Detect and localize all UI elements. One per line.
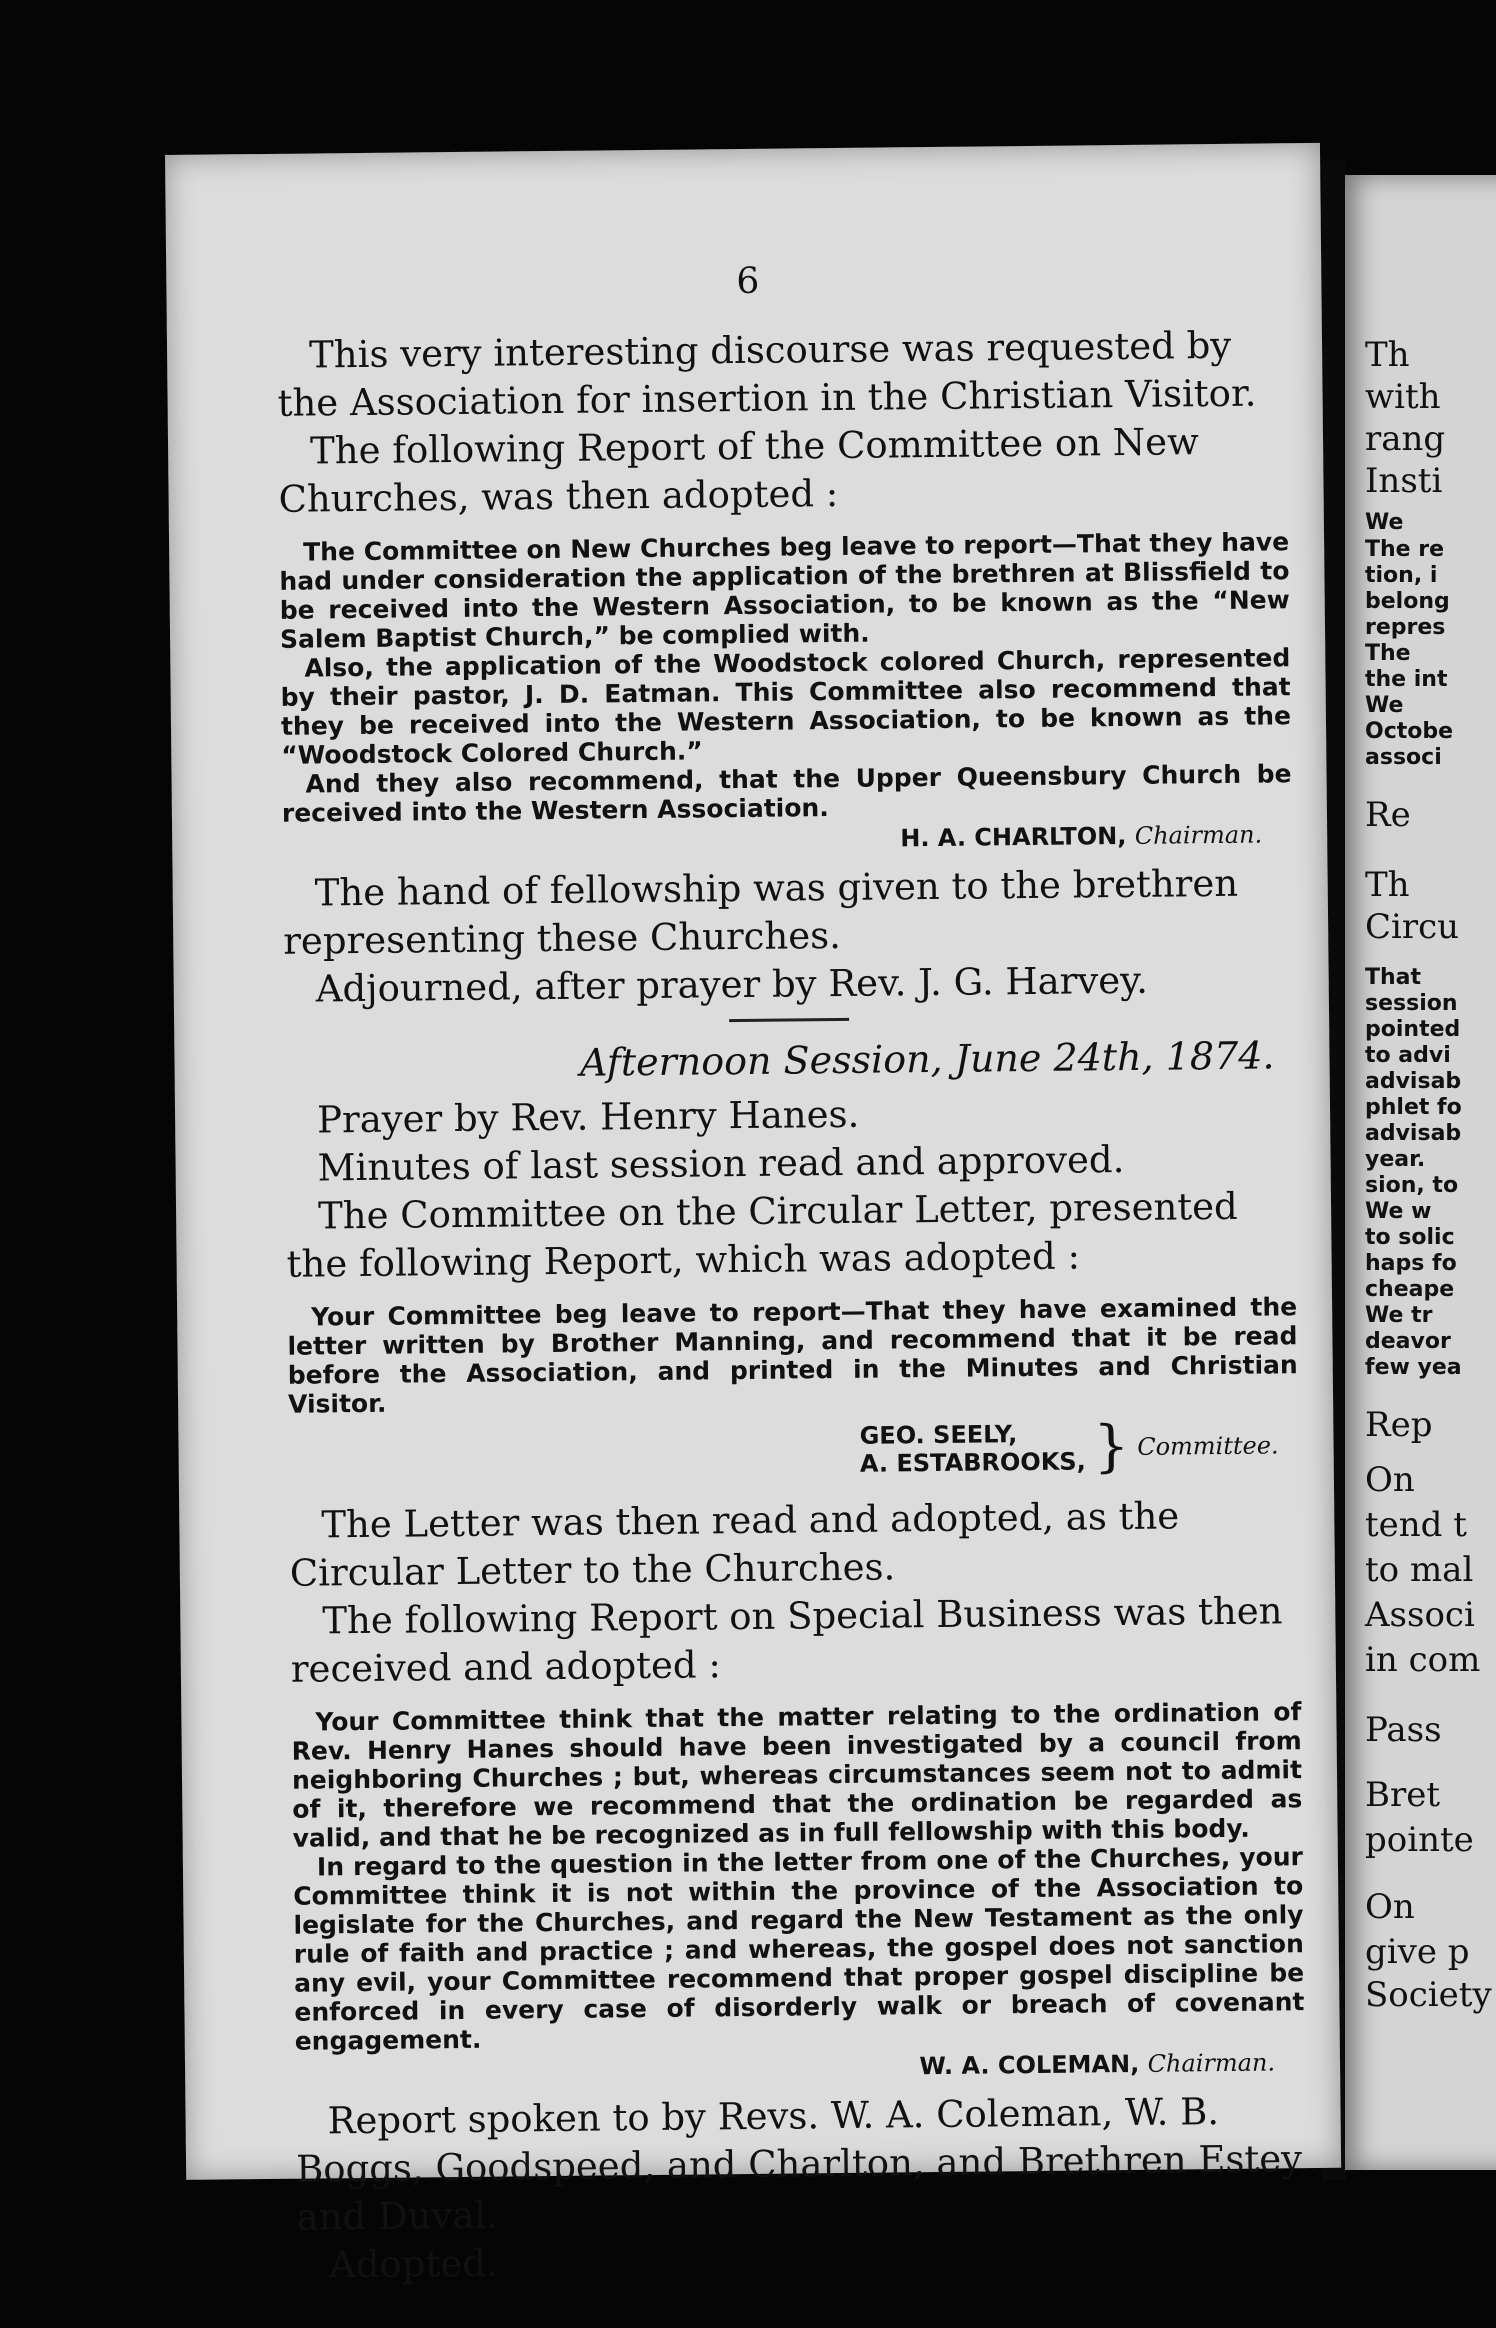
right-fragment: Octobe [1365,719,1454,744]
paragraph-adopted: Adopted. [328,2241,498,2287]
right-fragment: On [1365,1887,1415,1927]
right-fragment: tion, i [1365,563,1438,588]
right-fragment: in com [1365,1640,1481,1680]
report-new-churches-text: The Committee on New Churches beg leave to report—That they have had under consideration the application of the brethren at Blissfield to be received into the Western Association, to be known as the “New Salem Baptist Church,” be complied with. [279,527,1290,654]
right-fragment: Pass [1365,1710,1442,1750]
right-fragment: with [1365,377,1441,417]
committee-member: A. ESTABROOKS, [859,1446,1086,1478]
paragraph-adjourned: Adjourned, after prayer by Rev. J. G. Harvey. [315,958,1149,1011]
right-page-edge [1345,175,1496,2170]
right-fragment: year. [1365,1147,1426,1172]
right-fragment: to mal [1365,1550,1474,1590]
report-special-business-text: Your Committee think that the matter relating to the ordination of Rev. Henry Hanes should have been investigated by a council from neighboring Churches ; but, whereas circumstances seem not to admit of it, therefore we recommend that the ordination be regarded as valid, and that he be recognized as in full fellowship with this body. [291,1697,1303,1853]
right-fragment: haps fo [1365,1251,1457,1276]
right-fragment: Society [1365,1975,1492,2015]
right-fragment: pointe [1365,1820,1474,1860]
right-fragment: We tr [1365,1303,1433,1328]
right-fragment: repres [1365,615,1446,640]
right-fragment: to advi [1365,1043,1451,1068]
paragraph-fellowship: The hand of fellowship was given to the brethren representing these Churches. [283,861,1239,963]
report-special-business-text: In regard to the question in the letter from one of the Churches, your Committee think it is not within the province of the Association to legislate for the Churches, and regard the New Testament as the only rule of faith and practice ; and whereas, the gospel does not sanction any evil, your Committee recommend that proper gospel discipline be enforced in every case of disorderly walk or breach of covenant engagement. [293,1842,1305,2056]
page-number: 6 [736,260,760,303]
right-fragment: Rep [1365,1405,1433,1445]
right-fragment: sion, to [1365,1173,1459,1198]
paragraph-discourse-request: This very interesting discourse was requested by the Association for insertion in the Christian Visitor. [277,323,1257,425]
right-fragment: the int [1365,667,1448,692]
right-fragment: That [1365,965,1422,990]
report-new-churches-text: And they also recommend, that the Upper Queensbury Church be received into the Western Association. [281,759,1292,828]
paragraph-report-spoken: Report spoken to by Revs. W. A. Coleman, W. B. Boggs, Goodspeed, and Charlton, and Brethren Estey and Duval. [295,2090,1303,2239]
paragraph-minutes: Minutes of last session read and approved. [317,1138,1125,1190]
section-divider [729,1018,849,1022]
right-fragment: tend t [1365,1505,1467,1545]
right-fragment: to solic [1365,1225,1455,1250]
committee-names [859,1419,1085,1477]
report-new-churches-text: Also, the application of the Woodstock colored Church, represented by their pastor, J. D. Eatman. This Committee also recommend that they be received into the Western Association, to be known as the “Woodstock Colored Church.” [280,643,1292,770]
right-fragment: Th [1365,335,1410,375]
committee-member: GEO. SEELY, [859,1419,1018,1450]
right-fragment: Bret [1365,1775,1441,1815]
right-fragment: We [1365,510,1404,535]
right-fragment: The re [1365,537,1445,562]
right-fragment: On [1365,1460,1415,1500]
right-fragment: Circu [1365,907,1460,947]
paragraph-new-churches-intro: The following Report of the Committee on New Churches, was then adopted : [278,420,1199,521]
right-fragment: deavor [1365,1329,1451,1354]
signature-name: W. A. COLEMAN, [919,2049,1140,2081]
paragraph-special-business-intro: The following Report on Special Business was then received and adopted : [290,1589,1283,1691]
right-fragment: advisab [1365,1121,1462,1146]
signature-name: H. A. CHARLTON, [900,821,1127,853]
committee-signature [288,1412,1279,1487]
right-fragment: session [1365,991,1458,1016]
right-fragment: Insti [1365,461,1443,501]
right-fragment: give p [1365,1932,1470,1972]
right-fragment: rang [1365,419,1446,459]
right-fragment: The [1365,641,1411,666]
signature-role: Chairman. [1134,820,1263,850]
right-fragment: Associ [1365,1595,1475,1635]
committee-role: Committee. [1137,1430,1279,1461]
signature-role: Chairman. [1147,2048,1276,2078]
report-circular-letter-text: Your Committee beg leave to report—That they have examined the letter written by Brother Manning, and recommend that it be read before the Association, and printed in the Minutes and Christian Visitor. [287,1292,1298,1419]
left-page [165,143,1341,2287]
right-fragment: We w [1365,1199,1432,1224]
brace-glyph: } [1093,1413,1130,1480]
paragraph-prayer: Prayer by Rev. Henry Hanes. [316,1092,860,1142]
session-heading: Afternoon Session, June 24th, 1874. [579,1033,1275,1085]
right-fragment: We [1365,693,1404,718]
page-body [277,321,1307,2289]
right-fragment: associ [1365,745,1442,770]
right-fragment: cheape [1365,1277,1455,1302]
right-fragment: pointed [1365,1017,1461,1042]
right-fragment: Th [1365,865,1410,905]
right-fragment: Re [1365,795,1411,835]
right-fragment: belong [1365,589,1450,614]
paragraph-letter-adopted: The Letter was then read and adopted, as the Circular Letter to the Churches. [289,1494,1180,1595]
paragraph-circular-letter-intro: The Committee on the Circular Letter, presented the following Report, which was adopted : [286,1184,1238,1286]
right-fragment: few yea [1365,1355,1462,1380]
right-fragment: phlet fo [1365,1095,1462,1120]
right-fragment: advisab [1365,1069,1462,1094]
